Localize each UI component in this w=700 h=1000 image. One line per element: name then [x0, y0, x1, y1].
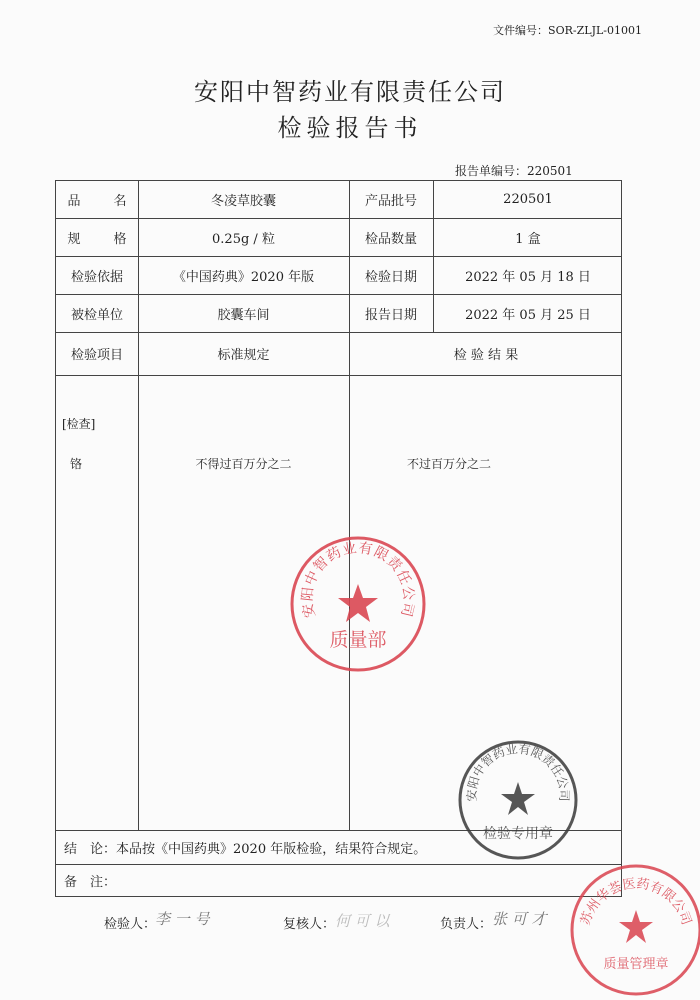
item-label: 铬 [70, 456, 83, 471]
value-report-date: 2022 年 05 月 25 日 [465, 307, 591, 323]
value-inspection-date: 2022 年 05 月 18 日 [465, 269, 591, 285]
value-inspected-unit: 胶囊车间 [217, 307, 270, 323]
conclusion: 结 论：本品按《中国药典》2020 年版检验，结果符合规定。 [64, 841, 427, 857]
header-item: 检验项目 [70, 348, 123, 363]
inspection-seal [456, 738, 580, 862]
value-basis: 《中国药典》2020 年版 [172, 269, 315, 285]
label-report-date: 报告日期 [364, 307, 417, 323]
seal-arc-text: 安阳中智药业有限责任公司 [464, 741, 572, 802]
reviewer-label: 复核人： [283, 917, 336, 932]
label-inspection-date: 检验日期 [364, 269, 417, 285]
responsible-label: 负责人： [440, 917, 493, 932]
label-basis: 检验依据 [70, 269, 123, 285]
reviewer-signature: 何 可 以 [335, 912, 390, 930]
standard-value: 不得过百万分之二 [195, 456, 292, 471]
value-sample-quantity: 1 盒 [515, 231, 541, 247]
remarks: 备 注： [64, 874, 117, 890]
label-spec: 规 格 [67, 231, 137, 247]
star-icon [501, 782, 535, 815]
row-divider [56, 375, 621, 376]
star-icon [619, 910, 653, 943]
value-batch-number: 220501 [503, 192, 553, 207]
value-spec: 0.25g / 粒 [212, 231, 275, 247]
document-number: 文件编号：SOR-ZLJL-01001 [493, 24, 642, 37]
inspector-signature: 李 一 号 [155, 910, 210, 928]
result-value: 不过百万分之二 [406, 456, 491, 471]
label-product-name: 品 名 [67, 194, 137, 209]
value-product-name: 冬凌草胶囊 [210, 194, 276, 209]
inspector-label: 检验人： [104, 917, 157, 932]
section-label: [检查] [62, 416, 96, 431]
label-inspected-unit: 被检单位 [70, 307, 123, 323]
seal-bottom-text: 检验专用章 [483, 826, 553, 842]
quality-dept-seal [288, 534, 428, 674]
responsible-signature: 张 可 才 [492, 910, 547, 928]
company-name: 安阳中智药业有限责任公司 [194, 78, 506, 106]
document-title: 检验报告书 [277, 114, 423, 142]
header-result: 检 验 结 果 [453, 348, 519, 363]
label-sample-quantity: 检品数量 [364, 231, 417, 247]
quality-mgmt-seal [568, 862, 700, 1000]
report-number: 报告单编号：220501 [455, 164, 573, 178]
seal-arc-text: 安阳中智药业有限责任公司 [299, 540, 417, 620]
seal-arc-text: 苏州华荟医药有限公司 [578, 876, 694, 928]
header-standard: 标准规定 [217, 348, 270, 363]
star-icon [338, 584, 378, 622]
label-batch-number: 产品批号 [364, 194, 417, 209]
seal-bottom-text: 质量管理章 [603, 957, 669, 972]
seal-bottom-text: 质量部 [329, 629, 387, 651]
